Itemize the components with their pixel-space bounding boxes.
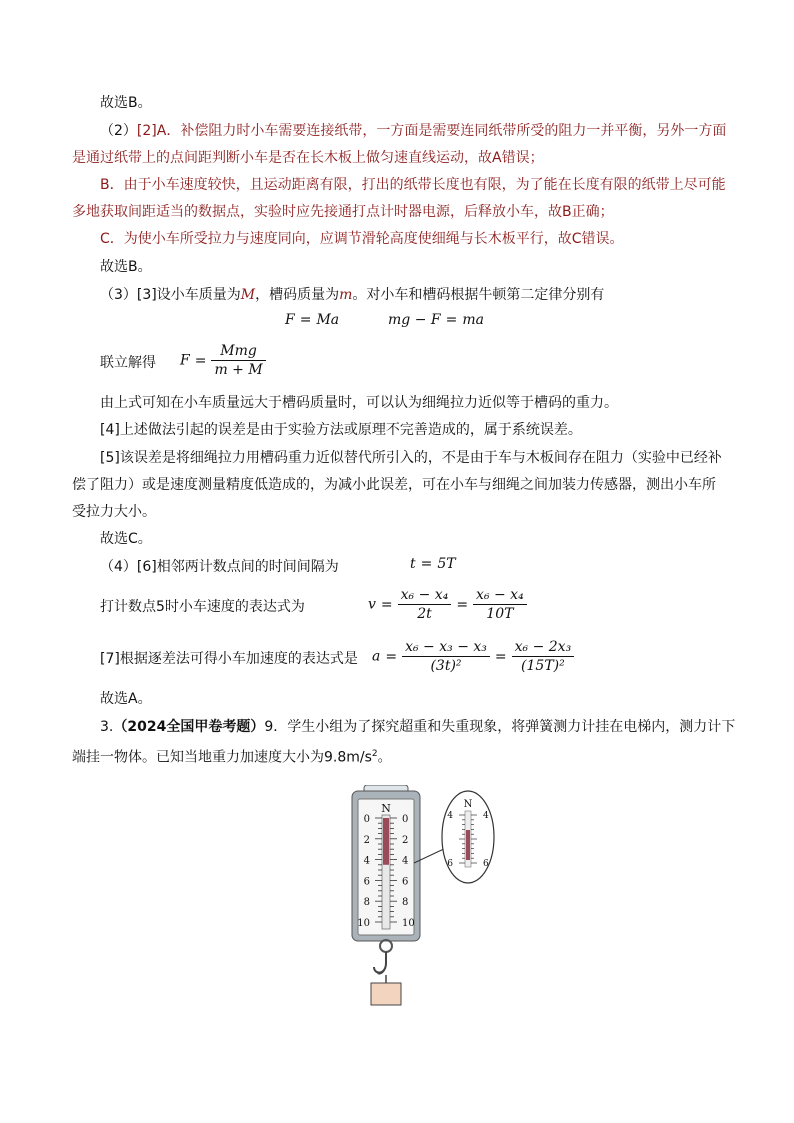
part-3-line-1: （3）[3]设小车质量为M，槽码质量为m。对小车和槽码根据牛顿第二定律分别有: [100, 287, 605, 303]
scale-label-right: 6: [402, 876, 409, 888]
part-2-line-2: 是通过纸带上的点间距判断小车是否在长木板上做匀速直线运动，故A错误；: [72, 150, 544, 166]
scale-label-right: 0: [402, 814, 409, 825]
answer-choice-line: 故选C。: [100, 531, 152, 547]
scale-label-left: 8: [363, 897, 370, 909]
question-3-line-1: 3.（2024全国甲卷考题）9．学生小组为了探究超重和失重现象，将弹簧测力计挂在电梯内，测力计下: [100, 719, 736, 735]
scale-hook: [374, 952, 386, 974]
part-2-line-3: B．由于小车速度较快，且运动距离有限，打出的纸带长度也有限，为了能在长度有限的纸带上尽可能: [100, 177, 726, 193]
part-2-line-1: （2）[2]A．补偿阻力时小车需要连接纸带，一方面是需要连同纸带所受的阻力一并平衡，另外一方面: [100, 123, 727, 139]
scale-label-left: 6: [363, 876, 370, 888]
scale-label-left: 0: [363, 814, 370, 825]
part-3-line-5a: [5]该误差是将细绳拉力用槽码重力近似替代所引入的，不是由于车与木板间存在阻力（实验中已经补: [100, 450, 722, 466]
answer-choice-line: 故选B。: [100, 259, 152, 275]
combined-solution-label: 联立解得: [100, 355, 156, 371]
equation-time-interval: t = 5T: [410, 556, 456, 572]
hanging-object: [371, 983, 401, 1005]
question-3-line-2: 端挂一物体。已知当地重力加速度大小为$9.8m/s^2$。: [72, 749, 392, 766]
equation-tension: F = $\frac{\text{Mmg}}{m + M}$: [180, 342, 266, 379]
part-4-line-1: （4）[6]相邻两计数点间的时间间隔为: [100, 559, 339, 575]
scale-label-left: 4: [363, 855, 370, 867]
reading-indicator: [383, 818, 389, 865]
scale-bottom-ring: [380, 940, 392, 952]
zoom-label: 6: [447, 859, 453, 869]
part-3-line-5c: 受拉力大小。: [72, 504, 156, 520]
spring-scale-figure: [340, 785, 510, 1015]
equation-newton-weight: mg − F = ma: [388, 312, 484, 328]
equation-acceleration: a = $\frac{\text{x₆ − x₃ − x₃}}{\text{(3t)²}}$ = $\frac{\text{x₆ − 2x₃}}{\text{(15T)²}}$: [372, 638, 574, 675]
scale-unit-label: N: [381, 802, 391, 815]
scale-label-right: 2: [402, 834, 409, 846]
zoom-label: 4: [447, 811, 453, 821]
answer-choice-line: 故选B。: [100, 95, 152, 111]
zoom-unit-label: N: [463, 799, 473, 810]
scale-label-left: 10: [357, 918, 370, 929]
part-4-line-velocity: 打计数点5时小车速度的表达式为: [100, 599, 305, 615]
zoom-indicator: [466, 830, 470, 860]
part-4-line-acceleration: [7]根据逐差法可得小车加速度的表达式是: [100, 651, 358, 667]
part-2-line-5: C．为使小车所受拉力与速度同向，应调节滑轮高度使细绳与长木板平行，故C错误。: [100, 231, 624, 247]
equation-velocity: v = $\frac{\text{x₆ − x₄}}{2t}$ = $\frac{\text{x₆ − x₄}}{10T}$: [368, 586, 527, 623]
part-3-line-5b: 偿了阻力）或是速度测量精度低造成的，为减小此误差，可在小车与细绳之间加装力传感器，测出小车所: [72, 477, 716, 493]
scale-label-right: 8: [402, 897, 409, 909]
part-2-line-4: 多地获取间距适当的数据点，实验时应先接通打点计时器电源，后释放小车，故B正确；: [72, 204, 614, 220]
zoom-label: 6: [483, 859, 489, 869]
scale-label-right: 4: [402, 855, 409, 867]
part-3-line-error-type: [4]上述做法引起的误差是由于实验方法或原理不完善造成的，属于系统误差。: [100, 422, 582, 438]
part-3-line-conclusion: 由上式可知在小车质量远大于槽码质量时，可以认为细绳拉力近似等于槽码的重力。: [100, 395, 618, 411]
answer-choice-line: 故选A。: [100, 691, 152, 707]
zoom-label: 4: [483, 811, 489, 821]
equation-newton-cart: F = Ma: [285, 312, 340, 328]
scale-label-left: 2: [363, 834, 370, 846]
scale-label-right: 10: [402, 918, 415, 929]
